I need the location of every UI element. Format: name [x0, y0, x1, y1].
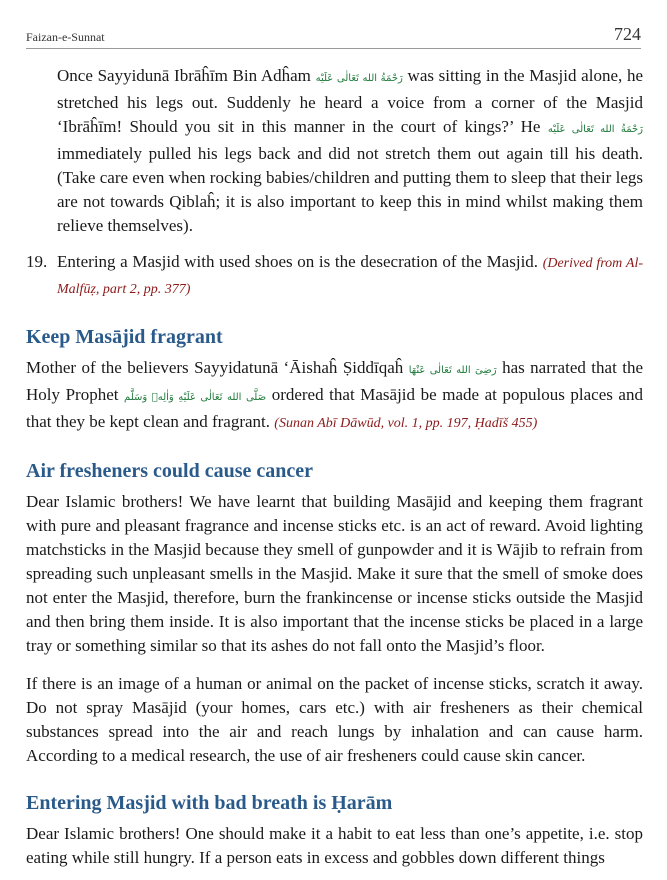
list-item-text: Entering a Masjid with used shoes on is the desecration of the Masjid. [57, 252, 543, 271]
page-header [26, 22, 641, 49]
reference-citation: (Sunan Abī Dāwūd, vol. 1, pp. 197, Ḥadīš 455) [274, 416, 538, 431]
page-body [26, 64, 643, 870]
honorific-calligraphy: صَلَّی الله تَعَالٰی عَلَیْهِ وَاٰلِهٖ وَسَلَّم [124, 392, 267, 403]
air-fresheners-paragraph-1: Dear Islamic brothers! We have learnt that building Masājid and keeping them fragrant with pure and pleasant fragrance and incense sticks etc. is an act of reward. Avoid lighting matchsticks in the Masjid because they smell of gunpowder and it is Wājib to refrain from spreading such unpleasant smells in the Masjid. Make it sure that the smell of smoke does not enter the Masjid, therefore, burn the frankincense or incense sticks outside the Masjid and then bring them inside. It is also important that the incense sticks be placed in a large tray or something similar so that its ashes do not fall onto the Masjid’s floor. [26, 492, 643, 655]
list-item-number: 19. [26, 252, 48, 271]
reference-citation: (Derived from Al-Malfūẓ, part 2, pp. 377) [57, 256, 643, 297]
section-heading-bad-breath: Entering Masjid with bad breath is Ḥarām [26, 792, 393, 814]
intro-text-1: Once Sayyidunā Ibrāĥīm Bin Adĥam [57, 66, 316, 85]
page-number: 724 [614, 24, 641, 44]
intro-text-3: immediately pulled his legs back and did not stretch them out again till his death. (Take care even when rocking babies/children and putting them to sleep that their legs are not towards Qiblaĥ; it is also important to keep this in mind whilst making them relieve themselves). [57, 144, 643, 235]
section-heading-air-fresheners: Air fresheners could cause cancer [26, 460, 313, 482]
paragraph-text: has narrated that the Holy Prophet [26, 358, 643, 404]
honorific-calligraphy: رَضِیَ الله تَعَالٰی عَنْهَا [408, 365, 497, 376]
list-item-19 [26, 250, 643, 302]
paragraph-text: Mother of the believers Sayyidatunā ‘Āishaĥ Ṣiddīqaĥ [26, 358, 409, 377]
section-heading-fragrant: Keep Masājid fragrant [26, 326, 223, 348]
paragraph-text: ordered that Masājid be made at populous places and that they be kept clean and fragrant. [26, 385, 643, 431]
bad-breath-paragraph: Dear Islamic brothers! One should make it a habit to eat less than one’s appetite, i.e. stop eating while still hungry. If a person eats in excess and gobbles down different things [26, 824, 643, 867]
honorific-calligraphy: رَحْمَةُ الله تَعَالٰی عَلَیْه [315, 73, 403, 84]
section-fragrant-paragraph [26, 356, 643, 436]
air-fresheners-paragraph-2: If there is an image of a human or animal on the packet of incense sticks, scratch it away. Do not spray Masājid (your homes, cars etc.) with air fresheners as their chemical substances spread into the air and reach lungs by inhalation and can cause harm. According to a medical research, the use of air fresheners could cause skin cancer. [26, 674, 643, 765]
intro-paragraph [57, 64, 643, 238]
honorific-calligraphy: رَحْمَةُ الله تَعَالٰی عَلَیْه [547, 124, 643, 135]
intro-text-2: was sitting in the Masjid alone, he stretched his legs out. Suddenly he heard a voice from a corner of the Masjid ‘Ibrāĥīm! Should you sit in this manner in the court of kings?’ He [57, 66, 643, 136]
book-title: Faizan-e-Sunnat [26, 30, 105, 44]
